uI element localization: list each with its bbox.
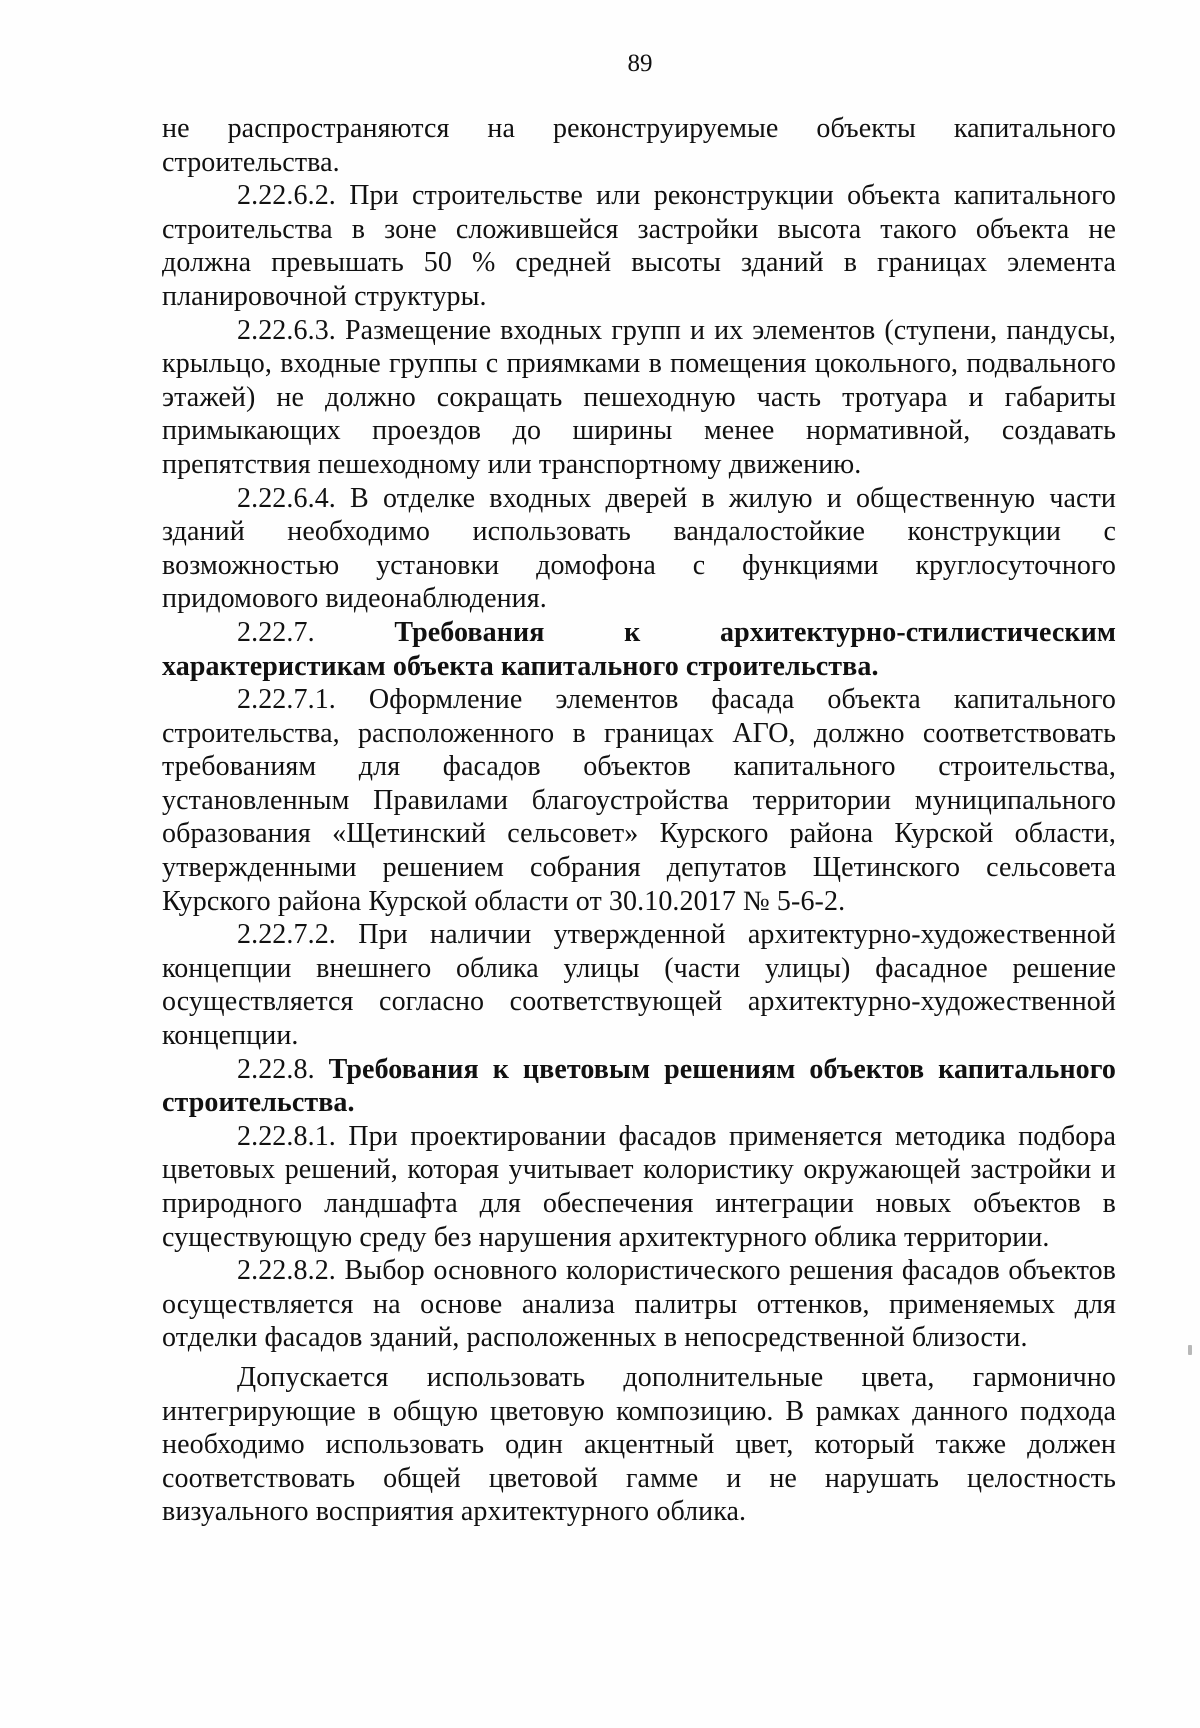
paragraph-2-22-7-2: 2.22.7.2. При наличии утвержденной архитектурно-художественной концепции внешнего облика улицы (части улицы) фасадное решение осуществляется согласно соответствующей архитектурно-художественной концепции.	[162, 919, 1116, 1052]
paragraph-2-22-6-4: 2.22.6.4. В отделке входных дверей в жилую и общественную части зданий необходимо использовать вандалостойкие конструкции с возможностью установки домофона с функциями круглосуточного придомового видеонаблюдения.	[162, 482, 1116, 615]
paragraph-2-22-8-1: 2.22.8.1. При проектировании фасадов применяется методика подбора цветовых решений, которая учитывает колористику окружающей застройки и природного ландшафта для обеспечения интеграции новых объектов в существующую среду без нарушения архитектурного облика территории.	[162, 1120, 1116, 1253]
section-title: Требования к цветовым решениям объектов капитального строительства	[162, 1053, 1116, 1119]
paragraph-continuation: не распространяются на реконструируемые объекты капитального строительства.	[162, 113, 1116, 178]
paragraph-2-22-8-2: 2.22.8.2. Выбор основного колористического решения фасадов объектов осуществляется на основе анализа палитры оттенков, применяемых для отделки фасадов зданий, расположенных в непосредственной близости.	[162, 1255, 1116, 1354]
paragraph-additional-colors: Допускается использовать дополнительные цвета, гармонично интегрирующие в общую цветовую композицию. В рамках данного подхода необходимо использовать один акцентный цвет, который также должен соответствовать общей цветовой гамме и не нарушать целостность визуального восприятия архитектурного облика.	[162, 1361, 1116, 1528]
paragraph-2-22-6-3: 2.22.6.3. Размещение входных групп и их элементов (ступени, пандусы, крыльцо, входные группы с приямками в помещения цокольного, подвального этажей) не должно сокращать пешеходную часть тротуара и габариты примыкающих проездов до ширины менее нормативной, создавать препятствия пешеходному или транспортному движению.	[162, 314, 1116, 480]
section-heading-2-22-7	[162, 616, 1116, 683]
section-number: 2.22.7.	[237, 616, 315, 648]
page-number: 89	[627, 50, 653, 77]
section-heading-2-22-8	[162, 1053, 1116, 1120]
section-number: 2.22.8.	[237, 1053, 315, 1085]
section-title-end: .	[347, 1087, 355, 1119]
document-body	[162, 112, 1116, 1529]
paragraph-2-22-7-1: 2.22.7.1. Оформление элементов фасада объекта капитального строительства, расположенного в границах АГО, должно соответствовать требованиям для фасадов объектов капитального строительства, установленным Правилами благоустройства территории муниципального образования «Щетинский сельсовет» Курского района Курской области, утвержденными решением собрания депутатов Щетинского сельсовета Курского района Курской области от 30.10.2017 № 5-6-2.	[162, 684, 1116, 917]
paragraph-2-22-6-2: 2.22.6.2. При строительстве или реконструкции объекта капитального строительства в зоне сложившейся застройки высота такого объекта не должна превышать 50 % средней высоты зданий в границах элемента планировочной структуры.	[162, 180, 1116, 312]
section-title: Требования к архитектурно-стилистическим характеристикам объекта капитального строительства	[162, 616, 1116, 682]
scan-mark	[1188, 1345, 1192, 1355]
section-title-end: .	[871, 650, 879, 682]
